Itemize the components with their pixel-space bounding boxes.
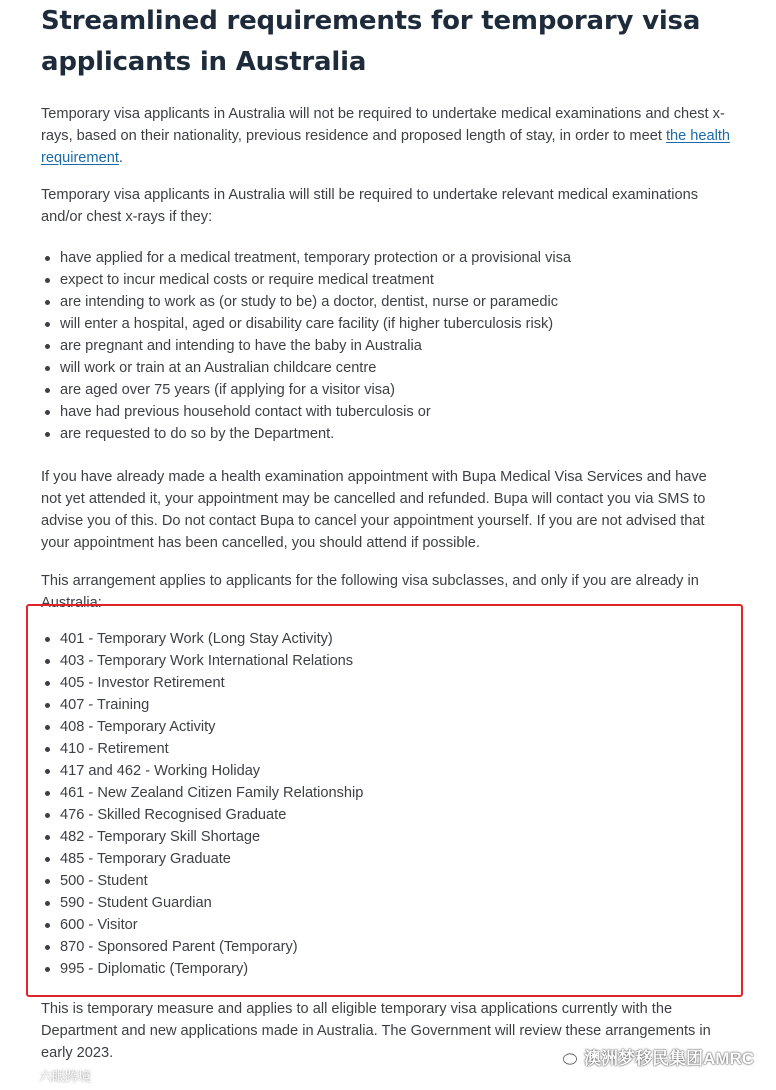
- watermark-amrc: [554, 1044, 754, 1069]
- bupa-paragraph: If you have already made a health examination appointment with Bupa Medical Visa Services and have not yet attended it, your appointment may be cancelled and refunded. Bupa will contact you via SMS to advise you of this. Do not contact Bupa to cancel your appointment yourself. If you are not advised that your appointment has been cancelled, you should attend if possible.: [41, 469, 707, 551]
- still-required-paragraph: Temporary visa applicants in Australia will still be required to undertake relevant medical examinations and/or chest x-rays if they:: [41, 187, 699, 225]
- conditions-list: [41, 247, 731, 445]
- list-item: 405 - Investor Retirement: [41, 672, 363, 694]
- wechat-icon: [554, 1048, 578, 1066]
- intro-after: .: [118, 150, 123, 166]
- list-item: are pregnant and intending to have the baby in Australia: [41, 335, 731, 357]
- list-item: 403 - Temporary Work International Relations: [41, 650, 363, 672]
- list-item: expect to incur medical costs or require medical treatment: [41, 269, 731, 291]
- list-item: are intending to work as (or study to be) a doctor, dentist, nurse or paramedic: [41, 291, 731, 313]
- subclasses-section: [41, 628, 363, 980]
- list-item: 590 - Student Guardian: [41, 892, 363, 914]
- list-item: 410 - Retirement: [41, 738, 363, 760]
- intro-text: Temporary visa applicants in Australia will not be required to undertake medical examinations and chest x-rays, based on their nationality, previous residence and proposed length of stay, in order to meet: [41, 106, 725, 144]
- list-item: will enter a hospital, aged or disability care facility (if higher tuberculosis risk): [41, 313, 731, 335]
- list-item: 417 and 462 - Working Holiday: [41, 760, 363, 782]
- intro-paragraph: [41, 103, 731, 169]
- list-item: will work or train at an Australian childcare centre: [41, 357, 731, 379]
- list-item: 485 - Temporary Graduate: [41, 848, 363, 870]
- list-item: 482 - Temporary Skill Shortage: [41, 826, 363, 848]
- list-item: are aged over 75 years (if applying for a visitor visa): [41, 379, 731, 401]
- list-item: are requested to do so by the Department.: [41, 423, 731, 445]
- watermark-liuyan: [6, 1066, 91, 1085]
- arrangement-paragraph: This arrangement applies to applicants for the following visa subclasses, and only if you are already in Australia:: [41, 573, 699, 611]
- watermark-right-text: 澳洲梦移民集团AMRC: [584, 1049, 754, 1068]
- watermark-left-text: 六眼跨境: [39, 1069, 92, 1084]
- list-item: have had previous household contact with tuberculosis or: [41, 401, 731, 423]
- article: [41, 0, 731, 614]
- list-item: 408 - Temporary Activity: [41, 716, 363, 738]
- list-item: 870 - Sponsored Parent (Temporary): [41, 936, 363, 958]
- eye-logo-icon: [6, 1068, 36, 1084]
- health-requirement-link[interactable]: the health requirement: [41, 128, 731, 166]
- subclasses-list: [41, 628, 363, 980]
- list-item: 407 - Training: [41, 694, 363, 716]
- list-item: 401 - Temporary Work (Long Stay Activity): [41, 628, 363, 650]
- list-item: 461 - New Zealand Citizen Family Relationship: [41, 782, 363, 804]
- list-item: 476 - Skilled Recognised Graduate: [41, 804, 363, 826]
- list-item: have applied for a medical treatment, temporary protection or a provisional visa: [41, 247, 731, 269]
- list-item: 500 - Student: [41, 870, 363, 892]
- page-title: Streamlined requirements for temporary visa applicants in Australia: [41, 6, 701, 77]
- list-item: 600 - Visitor: [41, 914, 363, 936]
- closing-paragraph: This is temporary measure and applies to all eligible temporary visa applications currently with the Department and new applications made in Australia. The Government will review these arrangements in early 2023.: [41, 1001, 711, 1061]
- list-item: 995 - Diplomatic (Temporary): [41, 958, 363, 980]
